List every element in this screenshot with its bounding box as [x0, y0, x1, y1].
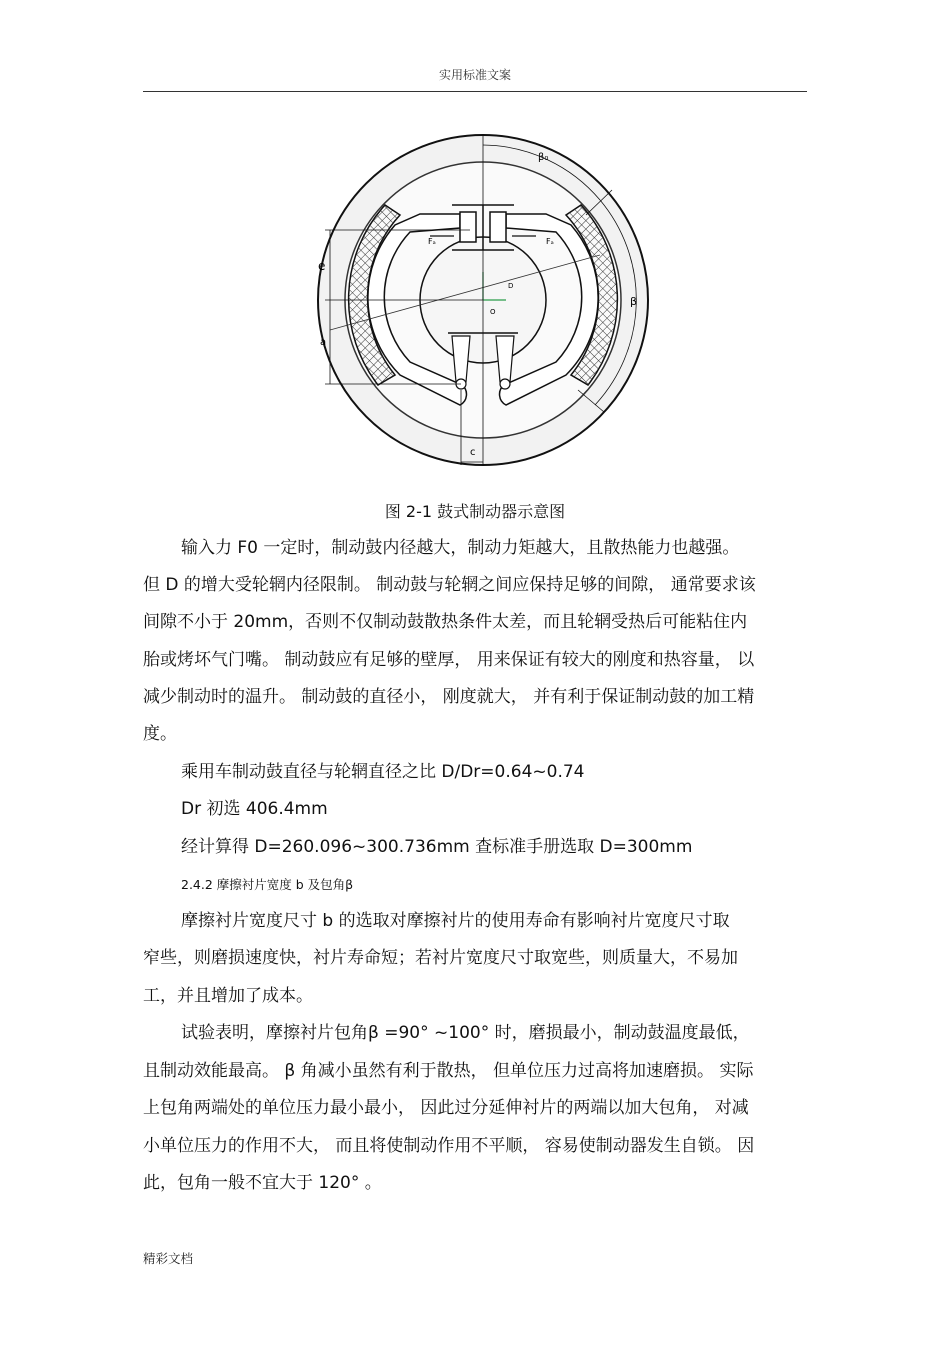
label-c: c — [470, 447, 476, 458]
paragraph-line: 胎或烤坏气门嘴。 制动鼓应有足够的壁厚， 用来保证有较大的刚度和热容量， 以 — [143, 650, 755, 670]
paragraph-line: 且制动效能最高。 β 角减小虽然有利于散热， 但单位压力过高将加速磨损。 实际 — [143, 1061, 754, 1081]
paragraph-line: 上包角两端处的单位压力最小最小， 因此过分延伸衬片的两端以加大包角， 对减 — [143, 1098, 749, 1118]
paragraph-line: 乘用车制动鼓直径与轮辋直径之比 D/Dr=0.64~0.74 — [181, 762, 585, 782]
paragraph-line: 试验表明，摩擦衬片包角β =90° ~100° 时，磨损最小，制动鼓温度最低， — [181, 1023, 750, 1043]
paragraph-line: 窄些，则磨损速度快，衬片寿命短；若衬片宽度尺寸取宽些，则质量大，不易加 — [143, 948, 738, 968]
paragraph-line: 此，包角一般不宜大于 120° 。 — [143, 1173, 382, 1193]
label-beta: β — [630, 295, 638, 308]
label-o: O — [490, 308, 496, 316]
paragraph-line: 摩擦衬片宽度尺寸 b 的选取对摩擦衬片的使用寿命有影响衬片宽度尺寸取 — [181, 911, 730, 931]
paragraph-line: 工，并且增加了成本。 — [143, 986, 313, 1006]
label-e: e — [318, 259, 326, 273]
section-heading: 2.4.2 摩擦衬片宽度 b 及包角β — [181, 877, 354, 892]
label-fa-left: Fₐ — [428, 237, 436, 246]
paragraph-line: Dr 初选 406.4mm — [181, 799, 328, 819]
header-divider — [143, 91, 807, 92]
paragraph-line: 小单位压力的作用不大， 而且将使制动作用不平顺， 容易使制动器发生自锁。 因 — [143, 1136, 755, 1156]
figure-caption: 图 2-1 鼓式制动器示意图 — [384, 502, 566, 521]
wheel-cylinder-right — [490, 212, 506, 242]
paragraph-line: 但 D 的增大受轮辋内径限制。 制动鼓与轮辋之间应保持足够的间隙， 通常要求该 — [143, 575, 756, 595]
label-fa-right: Fₐ — [546, 237, 554, 246]
page-header: 实用标准文案 — [438, 68, 511, 82]
label-d: D — [508, 282, 514, 290]
paragraph-line: 减少制动时的温升。 制动鼓的直径小， 刚度就大， 并有利于保证制动鼓的加工精 — [143, 687, 755, 707]
paragraph-line: 经计算得 D=260.096~300.736mm 查标准手册选取 D=300mm — [181, 837, 693, 857]
drum-brake-diagram — [305, 128, 650, 473]
page-footer: 精彩文档 — [143, 1251, 194, 1266]
paragraph-line: 度。 — [143, 724, 177, 744]
label-beta0: β₀ — [538, 152, 549, 163]
wheel-cylinder-left — [460, 212, 476, 242]
paragraph-line: 输入力 F0 一定时，制动鼓内径越大，制动力矩越大，且散热能力也越强。 — [181, 538, 740, 558]
label-a: a — [320, 337, 327, 348]
paragraph-line: 间隙不小于 20mm，否则不仅制动鼓散热条件太差，而且轮辋受热后可能粘住内 — [143, 612, 748, 632]
